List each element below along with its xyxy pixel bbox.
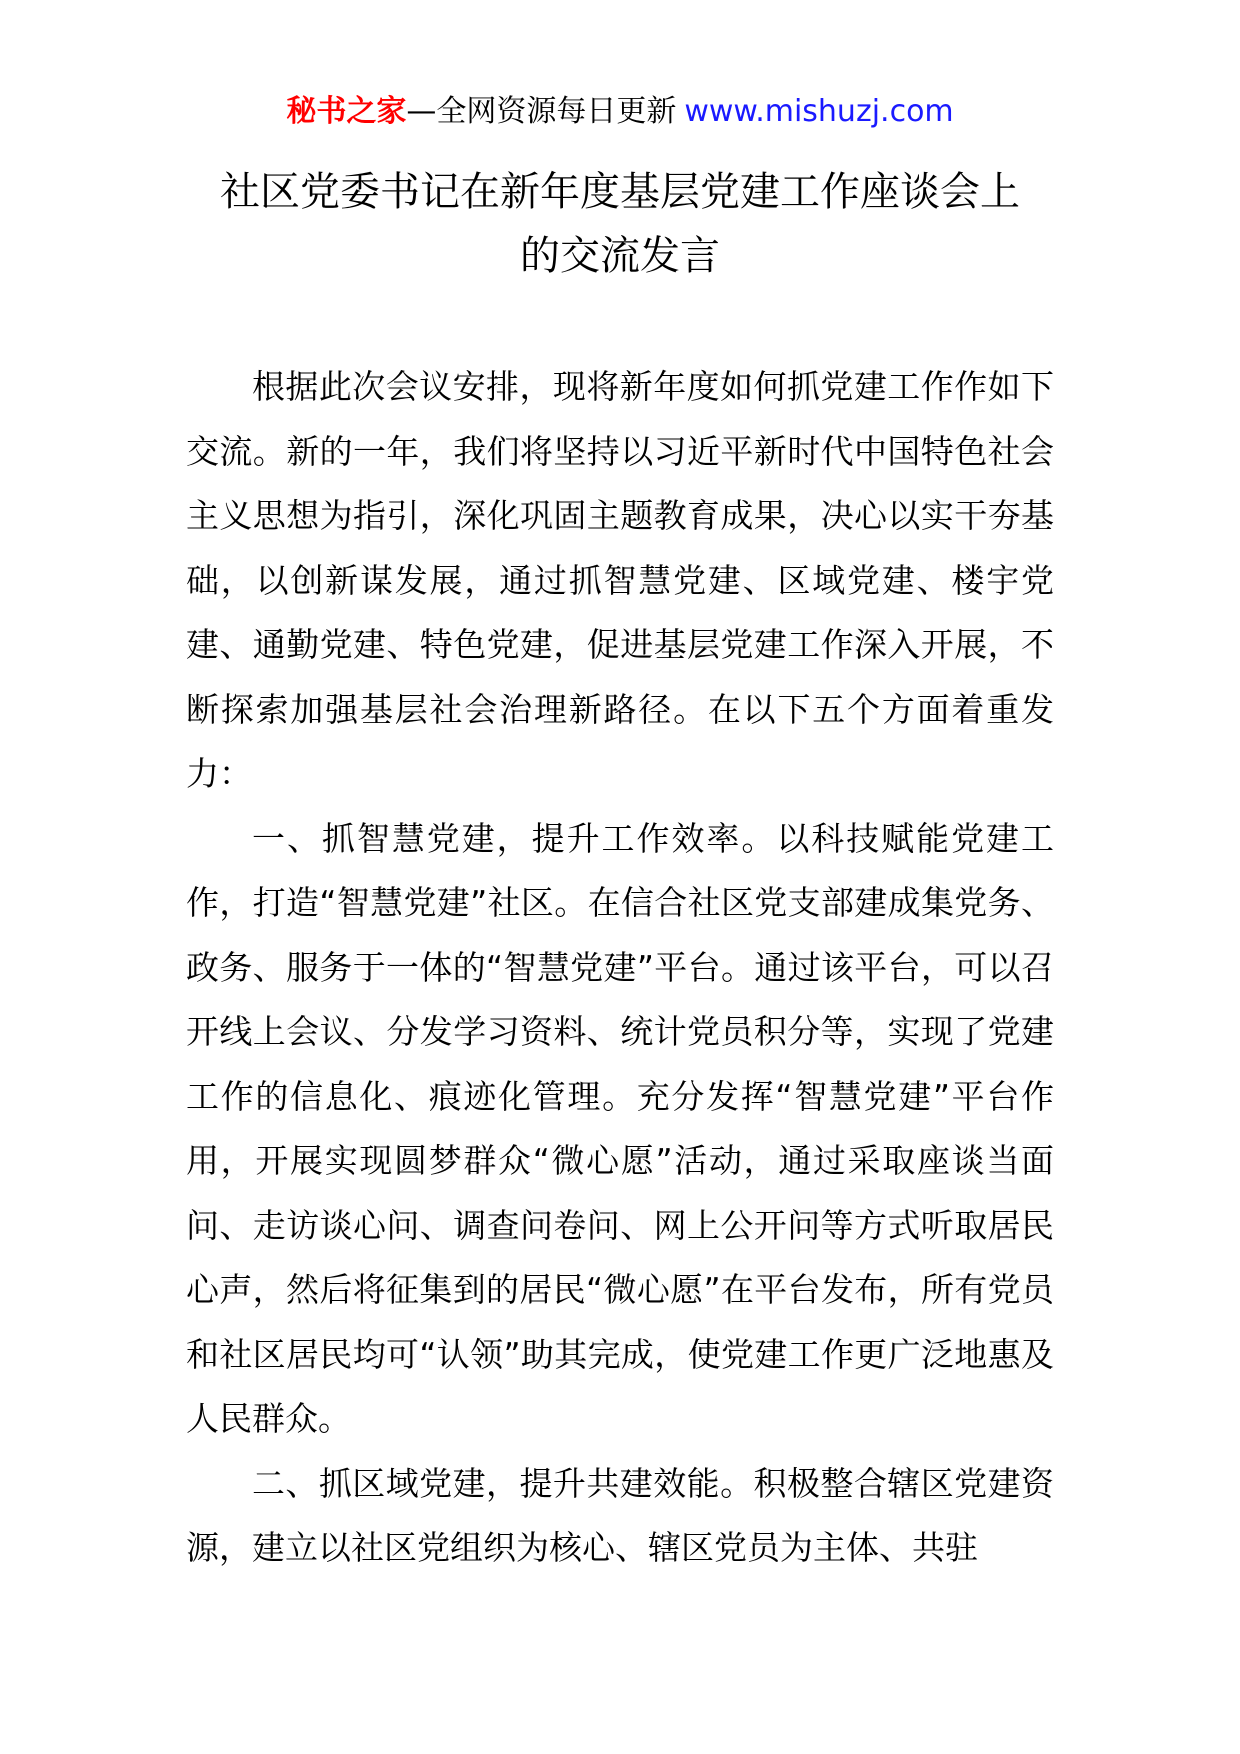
document-title [150, 160, 1090, 288]
paragraph-section-1: 一、抓智慧党建，提升工作效率。以科技赋能党建工作，打造“智慧党建”社区。在信合社区党支部建成集党务、政务、服务于一体的“智慧党建”平台。通过该平台，可以召开线上会议、分发学习资料、统计党员积分等，实现了党建工作的信息化、痕迹化管理。充分发挥“智慧党建”平台作用，开展实现圆梦群众“微心愿”活动，通过采取座谈当面问、走访谈心问、调查问卷问、网上公开问等方式听取居民心声，然后将征集到的居民“微心愿”在平台发布，所有党员和社区居民均可“认领”助其完成，使党建工作更广泛地惠及人民群众。 [186, 818, 1054, 1438]
title-line-1: 社区党委书记在新年度基层党建工作座谈会上 [220, 169, 1020, 215]
brand-name: 秘书之家 [286, 94, 407, 129]
document-body [186, 355, 1054, 1581]
brand-tagline: —全网资源每日更新 [406, 94, 677, 129]
paragraph-intro: 根据此次会议安排，现将新年度如何抓党建工作作如下交流。新的一年，我们将坚持以习近平新时代中国特色社会主义思想为指引，深化巩固主题教育成果，决心以实干夯基础，以创新谋发展，通过抓智慧党建、区域党建、楼宇党建、通勤党建、特色党建，促进基层党建工作深入开展，不断探索加强基层社会治理新路径。在以下五个方面着重发力： [186, 367, 1054, 793]
website-link[interactable]: www.mishuzj.com [684, 94, 954, 129]
watermark-header [0, 92, 1240, 132]
paragraph-section-2: 二、抓区域党建，提升共建效能。积极整合辖区党建资源，建立以社区党组织为核心、辖区党员为主体、共驻 [186, 1463, 1054, 1567]
title-line-2: 的交流发言 [520, 233, 720, 279]
